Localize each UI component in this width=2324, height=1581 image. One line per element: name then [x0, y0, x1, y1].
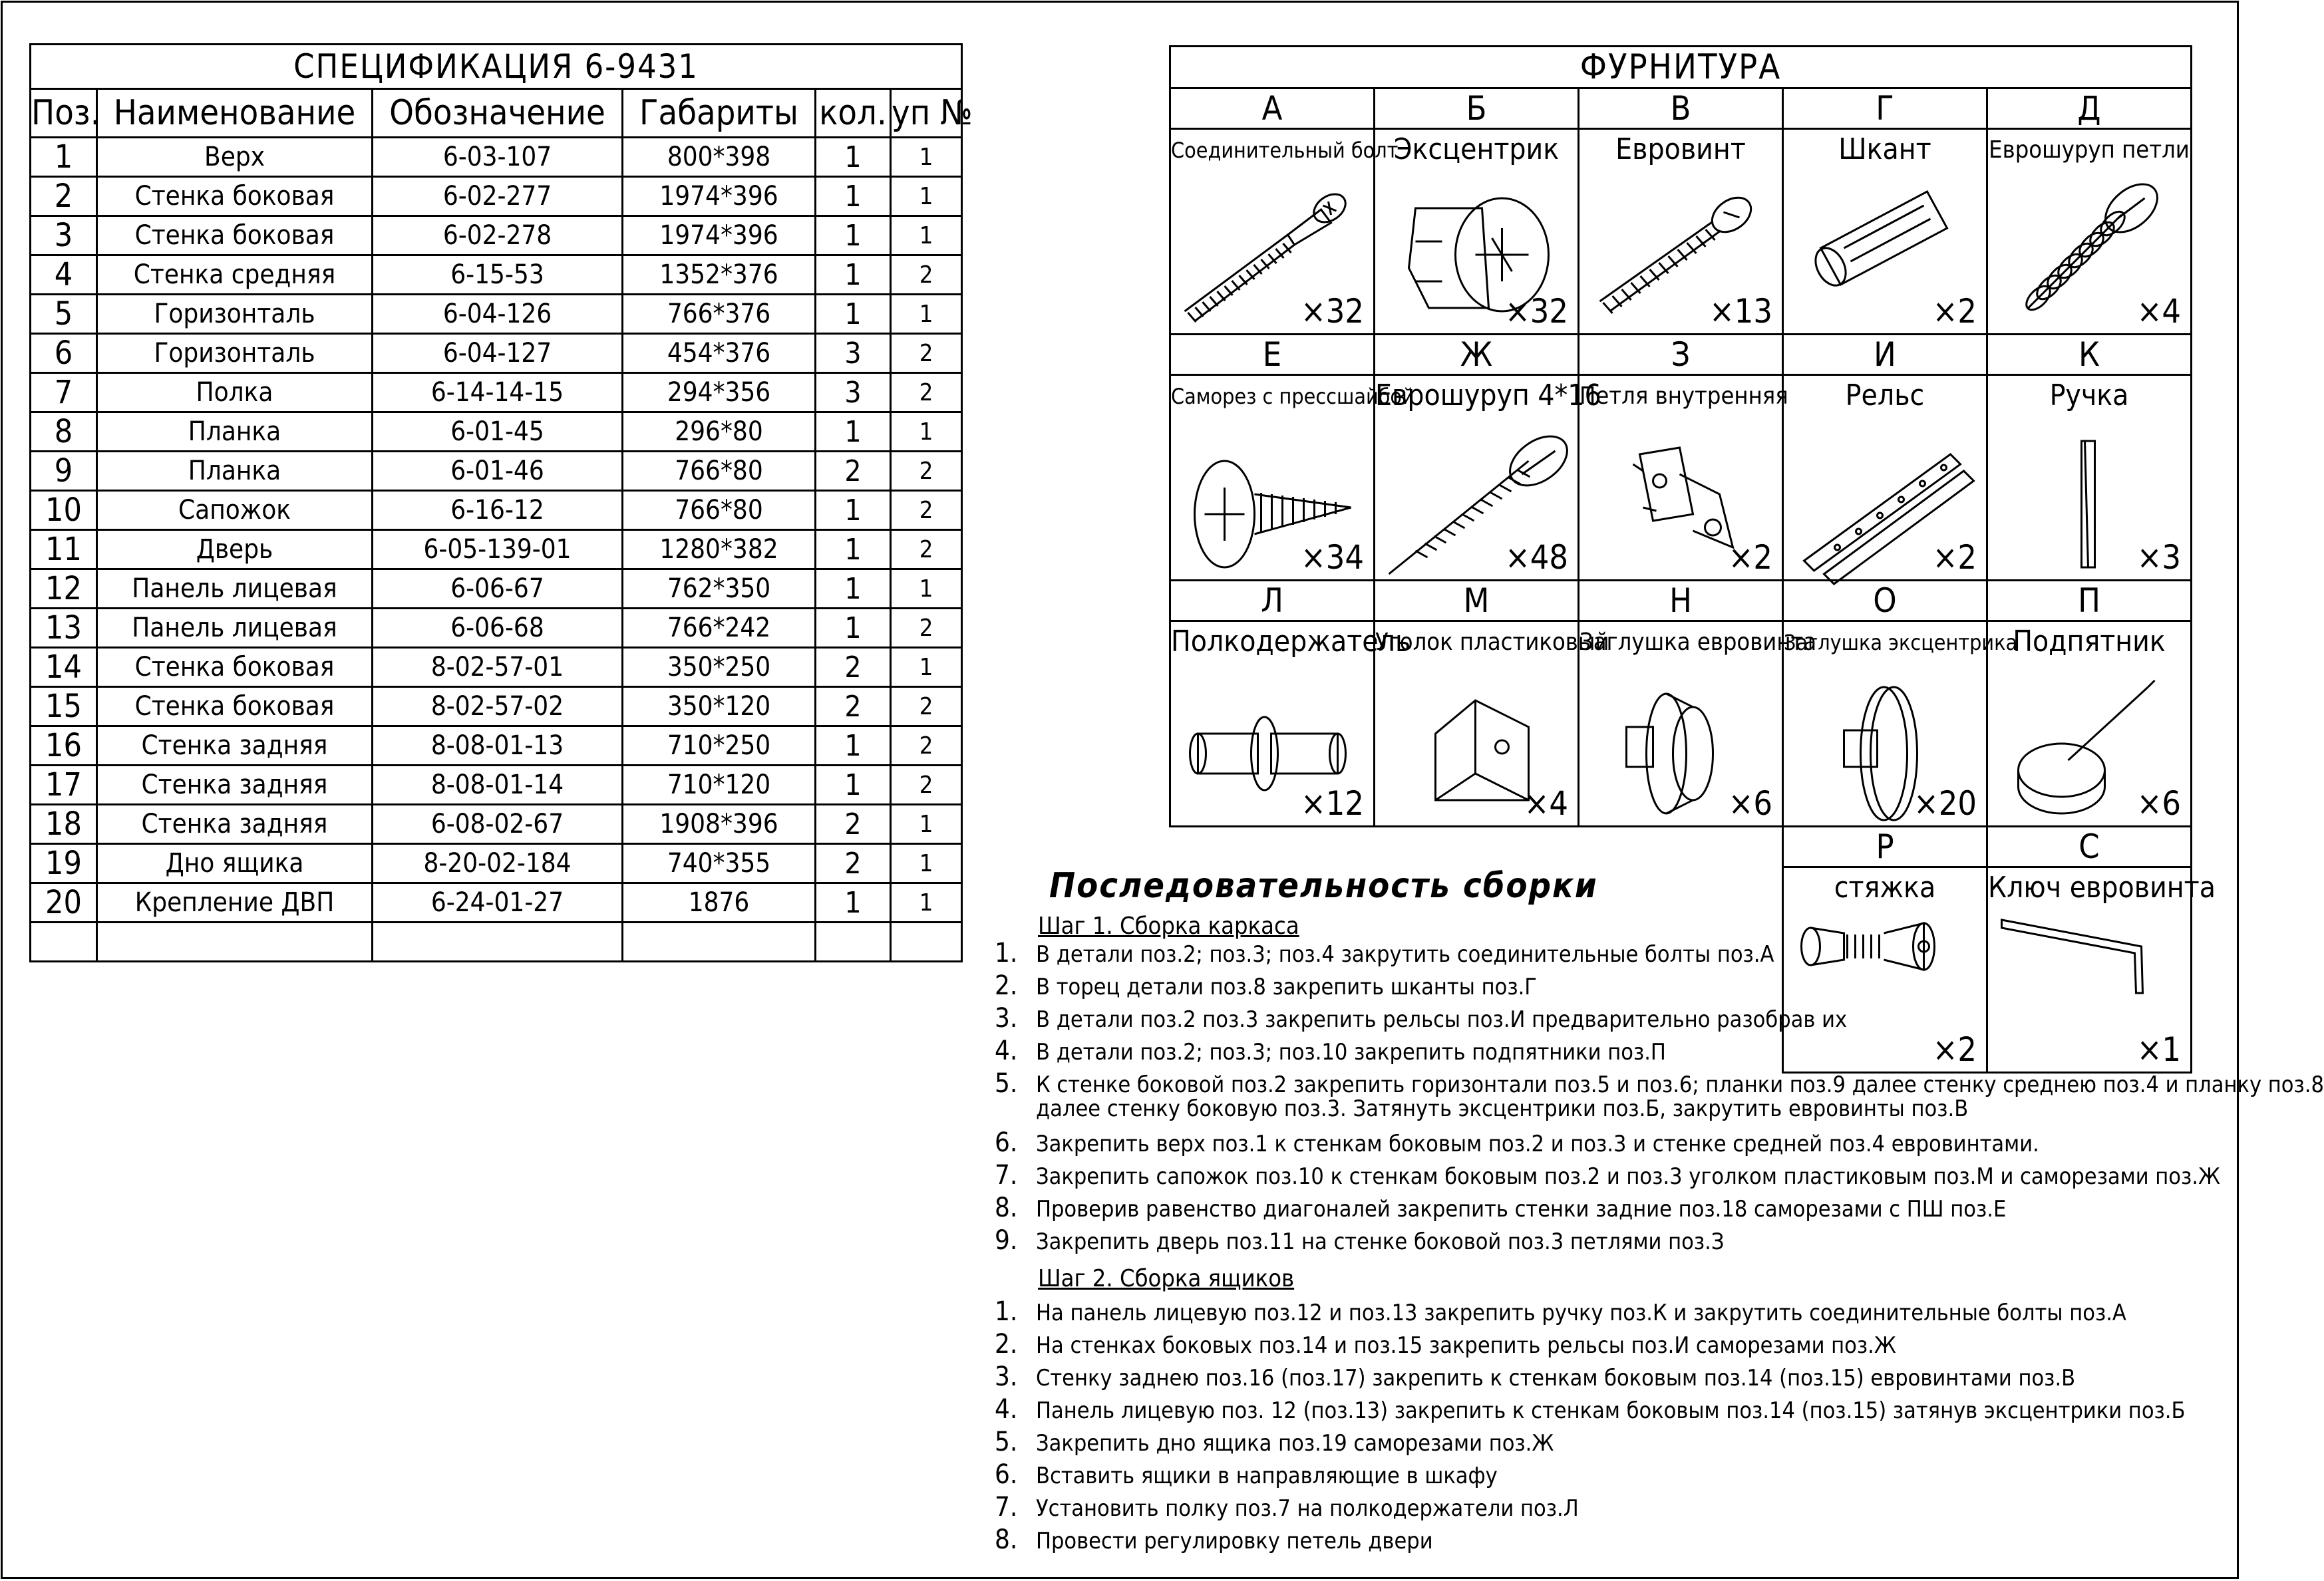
table-row	[31, 334, 962, 373]
instruction-line	[995, 1225, 1724, 1256]
spec-cell-des: 6-06-68	[373, 609, 623, 648]
spec-cell-name: Стенка боковая	[97, 177, 373, 216]
hardware-qty: ×13	[1709, 292, 1772, 331]
spec-cell-name: Панель лицевая	[97, 609, 373, 648]
hardware-name: Ручка	[2049, 378, 2129, 412]
hardware-item	[1987, 621, 2192, 827]
instruction-text: Закрепить дверь поз.11 на стенке боковой поз.3 петлями поз.З	[1036, 1228, 1725, 1255]
col-header-name: Наименование	[97, 89, 373, 138]
hardware-qty: ×32	[1301, 292, 1364, 331]
instruction-text: Закрепить сапожок поз.10 к стенкам боковым поз.2 и поз.3 уголком пластиковым поз.М и саморезами поз.Ж	[1036, 1163, 2220, 1190]
spec-cell-qty	[816, 923, 891, 962]
spec-cell-dim: 296*80	[623, 412, 816, 452]
hardware-item	[1579, 621, 1817, 827]
hardware-name: Шкант	[1838, 132, 1931, 166]
col-header-designation: Обозначение	[373, 89, 623, 138]
spec-cell-pos: 16	[31, 726, 97, 766]
hardware-name: Ключ евровинта	[1988, 871, 2216, 905]
instruction-line	[995, 1036, 1666, 1066]
hardware-table	[1169, 45, 2216, 1074]
hardware-qty: ×2	[1932, 1030, 1977, 1069]
spec-cell-pos: 12	[31, 569, 97, 609]
instruction-text: В детали поз.2; поз.3; поз.4 закрутить соединительные болты поз.А	[1036, 941, 1774, 968]
spec-cell-dim: 1876	[623, 883, 816, 923]
spec-cell-up: 1	[891, 177, 962, 216]
instruction-line	[995, 1362, 2075, 1392]
instruction-number: 8.	[995, 1193, 1018, 1223]
spec-cell-pos: 11	[31, 530, 97, 569]
instruction-number: 6.	[995, 1127, 1018, 1158]
spec-cell-dim: 740*355	[623, 844, 816, 883]
hardware-letter: Д	[1987, 88, 2192, 129]
instruction-line	[995, 1427, 1554, 1457]
instruction-number: 8.	[995, 1524, 1018, 1555]
spec-cell-dim: 350*250	[623, 648, 816, 687]
instruction-text: На стенках боковых поз.14 и поз.15 закрепить рельсы поз.И саморезами поз.Ж	[1036, 1332, 1896, 1359]
spec-cell-pos: 19	[31, 844, 97, 883]
spec-cell-up: 2	[891, 491, 962, 530]
spec-cell-name: Планка	[97, 452, 373, 491]
instruction-text: Панель лицевую поз. 12 (поз.13) закрепить к стенкам боковым поз.14 (поз.15) затянув эксцентрики поз.Б	[1036, 1397, 2186, 1424]
spec-cell-up: 2	[891, 452, 962, 491]
table-row	[31, 766, 962, 805]
spec-title: СПЕЦИФИКАЦИЯ 6-9431	[31, 45, 962, 89]
hardware-item	[1170, 129, 1399, 335]
spec-cell-up: 2	[891, 334, 962, 373]
hardware-item	[1170, 375, 1414, 581]
hardware-name: Еврошуруп 4*16	[1375, 378, 1601, 412]
hardware-name: Рельс	[1845, 378, 1925, 412]
spec-cell-pos: 3	[31, 216, 97, 255]
instruction-line	[995, 1193, 2006, 1223]
hardware-qty: ×2	[1932, 292, 1977, 331]
hardware-item	[1375, 129, 1579, 335]
spec-cell-name: Стенка боковая	[97, 648, 373, 687]
table-row	[31, 255, 962, 295]
spec-cell-name: Дно ящика	[97, 844, 373, 883]
spec-cell-up: 2	[891, 530, 962, 569]
spec-cell-des: 6-24-01-27	[373, 883, 623, 923]
spec-cell-pos: 5	[31, 295, 97, 334]
instruction-number: 1.	[995, 1296, 1018, 1327]
hardware-name: Петля внутренняя	[1579, 382, 1788, 410]
spec-cell-qty: 1	[816, 609, 891, 648]
table-row	[31, 687, 962, 726]
hardware-letter: П	[1987, 581, 2192, 621]
spec-cell-dim: 800*398	[623, 138, 816, 177]
spec-cell-qty: 2	[816, 844, 891, 883]
table-row	[31, 609, 962, 648]
hardware-qty: ×1	[2136, 1030, 2181, 1069]
instruction-line	[995, 1068, 2324, 1099]
spec-cell-pos: 10	[31, 491, 97, 530]
spec-cell-pos	[31, 923, 97, 962]
spec-cell-dim: 1908*396	[623, 805, 816, 844]
assembly-title: Последовательность сборки	[1049, 866, 1598, 906]
hardware-name: Эксцентрик	[1393, 132, 1560, 166]
spec-cell-dim: 1974*396	[623, 216, 816, 255]
hardware-item	[1783, 375, 1987, 581]
spec-cell-qty: 2	[816, 687, 891, 726]
spec-cell-pos: 2	[31, 177, 97, 216]
instruction-number: 6.	[995, 1459, 1018, 1490]
spec-cell-qty: 2	[816, 648, 891, 687]
spec-cell-des: 6-01-46	[373, 452, 623, 491]
instruction-text: Закрепить верх поз.1 к стенкам боковым поз.2 и поз.3 и стенке средней поз.4 евровинтами.	[1036, 1131, 2039, 1157]
spec-cell-des: 6-02-277	[373, 177, 623, 216]
spec-cell-dim: 710*120	[623, 766, 816, 805]
spec-cell-des: 8-20-02-184	[373, 844, 623, 883]
hardware-qty: ×32	[1505, 292, 1568, 331]
hardware-name: Саморез с прессшайбой	[1171, 384, 1414, 409]
table-row	[31, 138, 962, 177]
spec-cell-dim: 762*350	[623, 569, 816, 609]
spec-cell-up: 1	[891, 569, 962, 609]
specification-table	[29, 43, 973, 962]
spec-cell-qty: 1	[816, 491, 891, 530]
spec-cell-dim: 766*80	[623, 452, 816, 491]
spec-cell-name: Горизонталь	[97, 295, 373, 334]
spec-cell-dim: 710*250	[623, 726, 816, 766]
hardware-letter: В	[1579, 88, 1783, 129]
hardware-name: Подпятник	[2013, 625, 2166, 658]
spec-cell-name: Стенка боковая	[97, 687, 373, 726]
instruction-number: 4.	[995, 1036, 1018, 1066]
table-row	[31, 805, 962, 844]
hardware-item	[1783, 129, 1987, 335]
spec-cell-up: 1	[891, 844, 962, 883]
spec-cell-up: 1	[891, 805, 962, 844]
spec-cell-up: 1	[891, 138, 962, 177]
spec-cell-des: 6-16-12	[373, 491, 623, 530]
spec-cell-dim: 294*356	[623, 373, 816, 412]
spec-cell-up: 1	[891, 295, 962, 334]
spec-cell-dim: 766*242	[623, 609, 816, 648]
spec-cell-qty: 1	[816, 569, 891, 609]
spec-cell-up	[891, 923, 962, 962]
spec-cell-des: 8-02-57-02	[373, 687, 623, 726]
spec-cell-des: 6-08-02-67	[373, 805, 623, 844]
spec-cell-des: 8-02-57-01	[373, 648, 623, 687]
instruction-number: 7.	[995, 1492, 1018, 1522]
hardware-qty: ×4	[1524, 784, 1568, 823]
spec-cell-name: Стенка задняя	[97, 726, 373, 766]
spec-cell-qty: 1	[816, 883, 891, 923]
spec-cell-qty: 2	[816, 452, 891, 491]
instruction-line	[995, 1459, 1498, 1490]
spec-cell-qty: 1	[816, 255, 891, 295]
spec-cell-name: Дверь	[97, 530, 373, 569]
spec-cell-qty: 3	[816, 334, 891, 373]
hardware-item	[1375, 375, 1601, 581]
instruction-text: На панель лицевую поз.12 и поз.13 закрепить ручку поз.К и закрутить соединительные болты поз.А	[1036, 1300, 2126, 1326]
spec-cell-pos: 8	[31, 412, 97, 452]
spec-cell-des: 6-03-107	[373, 138, 623, 177]
instruction-text-continued: далее стенку боковую поз.3. Затянуть эксцентрики поз.Б, закрутить евровинты поз.В	[1036, 1095, 1969, 1122]
table-row	[31, 373, 962, 412]
step1-title: Шаг 1. Сборка каркаса	[1038, 913, 1299, 940]
hardware-name: стяжка	[1834, 871, 1936, 905]
hardware-name: Соединительный болт	[1171, 138, 1399, 163]
spec-cell-pos: 6	[31, 334, 97, 373]
hardware-qty: ×2	[1932, 538, 1977, 577]
table-row	[31, 923, 962, 962]
table-row	[31, 569, 962, 609]
spec-cell-qty: 1	[816, 412, 891, 452]
spec-cell-up: 2	[891, 726, 962, 766]
instruction-line	[995, 938, 1774, 968]
col-header-pos: Поз.	[31, 89, 97, 138]
hardware-name: Полкодержатель	[1171, 625, 1411, 658]
hardware-letter: З	[1579, 335, 1783, 375]
spec-cell-up: 1	[891, 412, 962, 452]
hardware-letter: Ж	[1375, 335, 1579, 375]
hardware-item	[1170, 621, 1411, 827]
spec-cell-des: 6-14-14-15	[373, 373, 623, 412]
spec-cell-name: Стенка задняя	[97, 766, 373, 805]
hardware-letter: Б	[1375, 88, 1579, 129]
table-row	[31, 883, 962, 923]
spec-cell-qty: 3	[816, 373, 891, 412]
spec-cell-dim: 766*376	[623, 295, 816, 334]
instruction-text: В торец детали поз.8 закрепить шканты поз.Г	[1036, 974, 1537, 1000]
spec-cell-up: 1	[891, 648, 962, 687]
spec-cell-qty: 1	[816, 530, 891, 569]
instruction-text: Вставить ящики в направляющие в шкафу	[1036, 1463, 1498, 1489]
hardware-letter: О	[1783, 581, 1987, 621]
table-row	[31, 412, 962, 452]
hardware-qty: ×34	[1301, 538, 1364, 577]
spec-cell-pos: 13	[31, 609, 97, 648]
table-row	[31, 530, 962, 569]
step2-title: Шаг 2. Сборка ящиков	[1038, 1265, 1295, 1292]
hardware-qty: ×48	[1505, 538, 1568, 577]
spec-cell-pos: 9	[31, 452, 97, 491]
spec-cell-dim: 766*80	[623, 491, 816, 530]
instruction-line	[995, 1127, 2039, 1158]
spec-cell-up: 2	[891, 609, 962, 648]
spec-cell-pos: 1	[31, 138, 97, 177]
spec-cell-des: 6-05-139-01	[373, 530, 623, 569]
spec-cell-name: Стенка задняя	[97, 805, 373, 844]
hardware-name: Заглушка эксцентрика	[1784, 630, 2018, 655]
hardware-letter: Н	[1579, 581, 1783, 621]
spec-cell-des	[373, 923, 623, 962]
spec-cell-dim	[623, 923, 816, 962]
table-row	[31, 491, 962, 530]
spec-cell-des: 6-15-53	[373, 255, 623, 295]
hardware-qty: ×20	[1913, 784, 1977, 823]
hardware-qty: ×4	[2136, 292, 2181, 331]
hardware-name: Заглушка евровинта	[1579, 629, 1817, 656]
hardware-letter: Л	[1170, 581, 1375, 621]
spec-cell-des: 6-02-278	[373, 216, 623, 255]
spec-cell-up: 2	[891, 255, 962, 295]
hardware-name: Еврошуруп петли	[1989, 136, 2190, 164]
hardware-letter: М	[1375, 581, 1579, 621]
spec-cell-pos: 7	[31, 373, 97, 412]
spec-cell-pos: 15	[31, 687, 97, 726]
hardware-letter: Р	[1783, 827, 1987, 867]
spec-cell-pos: 14	[31, 648, 97, 687]
hardware-item	[1987, 129, 2192, 335]
spec-cell-des: 8-08-01-13	[373, 726, 623, 766]
spec-cell-qty: 1	[816, 726, 891, 766]
spec-cell-pos: 17	[31, 766, 97, 805]
spec-cell-des: 6-06-67	[373, 569, 623, 609]
spec-cell-qty: 2	[816, 805, 891, 844]
instruction-line	[995, 1329, 1896, 1360]
spec-cell-dim: 1280*382	[623, 530, 816, 569]
spec-cell-name: Сапожок	[97, 491, 373, 530]
hardware-letter: К	[1987, 335, 2192, 375]
spec-cell-name: Горизонталь	[97, 334, 373, 373]
instruction-line	[995, 970, 1537, 1001]
spec-cell-up: 1	[891, 883, 962, 923]
instruction-text: В детали поз.2 поз.3 закрепить рельсы поз.И предварительно разобрав их	[1036, 1006, 1848, 1033]
hardware-item	[1579, 129, 1783, 335]
col-header-pack: уп №	[891, 89, 962, 138]
hardware-qty: ×3	[2136, 538, 2181, 577]
instruction-text: Установить полку поз.7 на полкодержатели поз.Л	[1036, 1495, 1579, 1522]
spec-cell-dim: 1974*396	[623, 177, 816, 216]
spec-cell-qty: 1	[816, 177, 891, 216]
hardware-letter: Е	[1170, 335, 1375, 375]
hardware-item	[1987, 375, 2192, 581]
hardware-item	[1375, 621, 1609, 827]
spec-cell-name: Стенка боковая	[97, 216, 373, 255]
spec-cell-des: 8-08-01-14	[373, 766, 623, 805]
spec-cell-name	[97, 923, 373, 962]
table-row	[31, 648, 962, 687]
spec-cell-qty: 1	[816, 138, 891, 177]
spec-cell-dim: 350*120	[623, 687, 816, 726]
hardware-item	[1987, 867, 2216, 1073]
hardware-item	[1783, 621, 2018, 827]
hardware-letter: И	[1783, 335, 1987, 375]
instruction-number: 2.	[995, 970, 1018, 1001]
hardware-item	[1579, 375, 1788, 581]
instruction-text: Проверив равенство диагоналей закрепить стенки задние поз.18 саморезами с ПШ поз.Е	[1036, 1196, 2007, 1222]
spec-cell-name: Полка	[97, 373, 373, 412]
spec-cell-des: 6-01-45	[373, 412, 623, 452]
instruction-line	[995, 1296, 2126, 1327]
instruction-number: 9.	[995, 1225, 1018, 1256]
spec-cell-dim: 1352*376	[623, 255, 816, 295]
hardware-letter: С	[1987, 827, 2192, 867]
instruction-line	[995, 1394, 2186, 1425]
hardware-letter: А	[1170, 88, 1375, 129]
hardware-qty: ×2	[1728, 538, 1772, 577]
hardware-name: Евровинт	[1615, 132, 1746, 166]
spec-cell-name: Планка	[97, 412, 373, 452]
spec-cell-name: Стенка средняя	[97, 255, 373, 295]
spec-cell-des: 6-04-126	[373, 295, 623, 334]
spec-cell-pos: 20	[31, 883, 97, 923]
spec-cell-up: 1	[891, 216, 962, 255]
spec-cell-up: 2	[891, 766, 962, 805]
spec-cell-name: Крепление ДВП	[97, 883, 373, 923]
instruction-text: Провести регулировку петель двери	[1036, 1528, 1433, 1554]
spec-cell-up: 2	[891, 687, 962, 726]
hardware-qty: ×6	[2136, 784, 2181, 823]
spec-cell-up: 2	[891, 373, 962, 412]
table-row	[31, 177, 962, 216]
instruction-number: 1.	[995, 938, 1018, 968]
instruction-text: Закрепить дно ящика поз.19 саморезами поз.Ж	[1036, 1430, 1554, 1457]
spec-cell-name: Верх	[97, 138, 373, 177]
hardware-qty: ×6	[1728, 784, 1772, 823]
table-row	[31, 844, 962, 883]
instruction-text: Стенку заднею поз.16 (поз.17) закрепить к стенкам боковым поз.14 (поз.15) евровинтами поз.В	[1036, 1365, 2076, 1391]
instruction-line	[995, 1492, 1579, 1522]
spec-cell-pos: 4	[31, 255, 97, 295]
hardware-title: ФУРНИТУРА	[1170, 47, 2192, 88]
instruction-number: 4.	[995, 1394, 1018, 1425]
instruction-number: 2.	[995, 1329, 1018, 1360]
spec-cell-qty: 1	[816, 295, 891, 334]
table-row	[31, 295, 962, 334]
table-row	[31, 452, 962, 491]
instruction-number: 5.	[995, 1427, 1018, 1457]
table-row	[31, 726, 962, 766]
instruction-line	[995, 1003, 1847, 1034]
instruction-line	[995, 1160, 2220, 1191]
instruction-number: 5.	[995, 1068, 1018, 1099]
col-header-qty: кол.	[816, 89, 891, 138]
hardware-qty: ×12	[1301, 784, 1364, 823]
instruction-text: К стенке боковой поз.2 закрепить горизонтали поз.5 и поз.6; планки поз.9 далее стенку среднею поз.4 и планку поз.8	[1036, 1072, 2324, 1098]
hardware-letter: Г	[1783, 88, 1987, 129]
instruction-line	[995, 1524, 1433, 1555]
instruction-number: 3.	[995, 1003, 1018, 1034]
instruction-number: 7.	[995, 1160, 1018, 1191]
spec-cell-name: Панель лицевая	[97, 569, 373, 609]
spec-cell-qty: 1	[816, 766, 891, 805]
spec-cell-qty: 1	[816, 216, 891, 255]
spec-cell-pos: 18	[31, 805, 97, 844]
col-header-dimensions: Габариты	[623, 89, 816, 138]
instruction-number: 3.	[995, 1362, 1018, 1392]
instruction-text: В детали поз.2; поз.3; поз.10 закрепить подпятники поз.П	[1036, 1039, 1666, 1066]
spec-cell-dim: 454*376	[623, 334, 816, 373]
hardware-name: Уголок пластиковый	[1375, 629, 1609, 656]
hardware-item	[1783, 867, 1987, 1073]
table-row	[31, 216, 962, 255]
spec-cell-des: 6-04-127	[373, 334, 623, 373]
